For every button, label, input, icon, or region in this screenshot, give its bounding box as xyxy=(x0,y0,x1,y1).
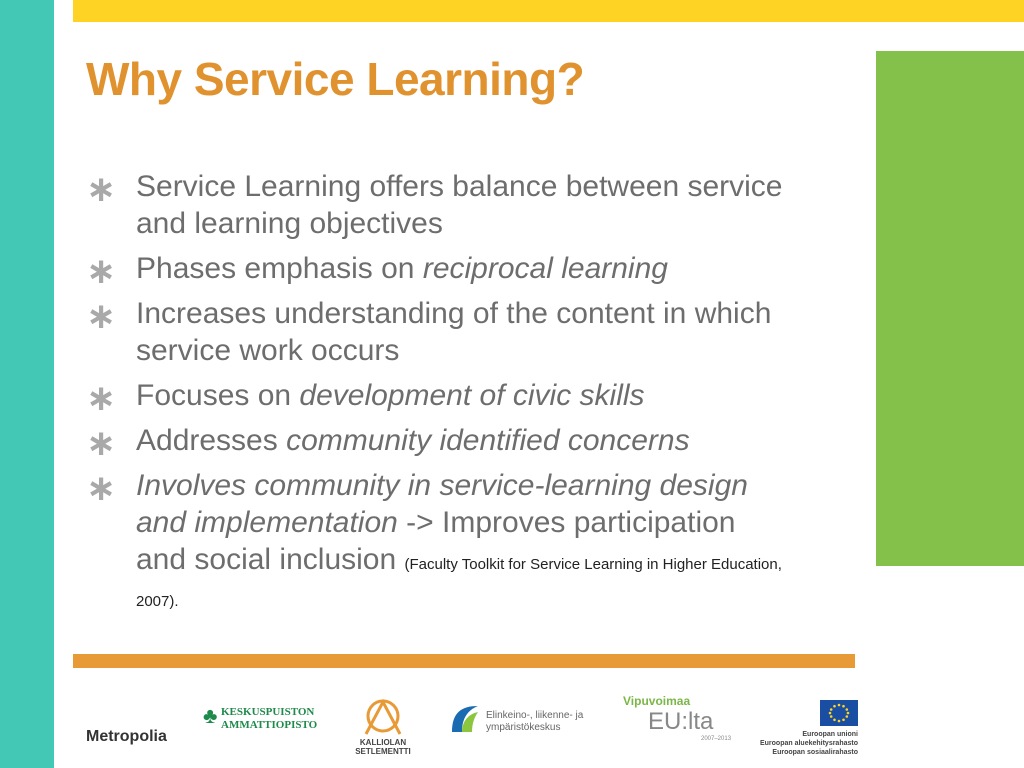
asterisk-bullet-icon: ∗ xyxy=(86,295,117,336)
keskuspuisto-text: KESKUSPUISTON AMMATTIOPISTO xyxy=(221,706,318,731)
ely-logo xyxy=(448,702,598,742)
kalliola-text: KALLIOLAN SETLEMENTTI xyxy=(355,738,411,756)
bullet-text: Increases understanding of the content in which service work occurs xyxy=(136,297,772,367)
asterisk-bullet-icon: ∗ xyxy=(86,422,117,463)
ely-emblem-icon xyxy=(448,702,482,736)
bullet-text: development of civic skills xyxy=(299,379,645,412)
vipuvoimaa-main-text: EU:lta xyxy=(648,708,714,735)
asterisk-bullet-icon: ∗ xyxy=(86,467,117,508)
bullet-item xyxy=(86,467,786,615)
bullet-item xyxy=(86,250,786,291)
bullet-text: -> Improves participation and social inclusion xyxy=(136,506,736,576)
vipuvoimaa-logo xyxy=(623,694,733,744)
citation-text: (Faculty Toolkit for Service Learning in Higher Education, 2007). xyxy=(136,556,782,610)
eu-logo xyxy=(753,698,863,764)
bullet-text: reciprocal learning xyxy=(422,252,668,285)
eu-flag-icon xyxy=(820,700,858,726)
keskuspuisto-logo xyxy=(203,702,318,736)
eu-text: Euroopan unioni Euroopan aluekehitysrahasto Euroopan sosiaalirahasto xyxy=(759,731,858,756)
bullet-text: Phases emphasis on xyxy=(136,252,423,285)
asterisk-bullet-icon: ∗ xyxy=(86,250,117,291)
bullet-text: community identified concerns xyxy=(286,424,690,457)
asterisk-bullet-icon: ∗ xyxy=(86,168,117,209)
slide-title: Why Service Learning? xyxy=(86,53,585,105)
right-accent-block xyxy=(876,51,1024,566)
bullet-list xyxy=(86,168,786,623)
left-accent-bar xyxy=(0,0,54,768)
asterisk-bullet-icon: ∗ xyxy=(86,377,117,418)
top-accent-bar xyxy=(73,0,1024,22)
bullet-text: Involves community in service-learning design and implementation xyxy=(136,469,748,539)
vipuvoimaa-top-text: Vipuvoimaa xyxy=(623,694,691,708)
bullet-item xyxy=(86,295,786,369)
logo-strip xyxy=(73,690,863,768)
metropolia-logo: Metropolia xyxy=(86,728,167,745)
bullet-item xyxy=(86,168,786,242)
tree-icon: ♣ xyxy=(203,703,218,728)
bullet-text: Addresses xyxy=(136,424,287,457)
bottom-divider xyxy=(73,654,855,668)
kalliola-emblem-icon xyxy=(360,698,406,738)
bullet-item xyxy=(86,377,786,418)
kalliola-logo xyxy=(348,698,418,768)
bullet-item xyxy=(86,422,786,463)
bullet-text: Focuses on xyxy=(136,379,300,412)
ely-text: Elinkeino-, liikenne- ja ympäristökeskus xyxy=(486,710,584,733)
bullet-text: Service Learning offers balance between service and learning objectives xyxy=(136,170,783,240)
vipuvoimaa-years: 2007–2013 xyxy=(701,736,732,742)
